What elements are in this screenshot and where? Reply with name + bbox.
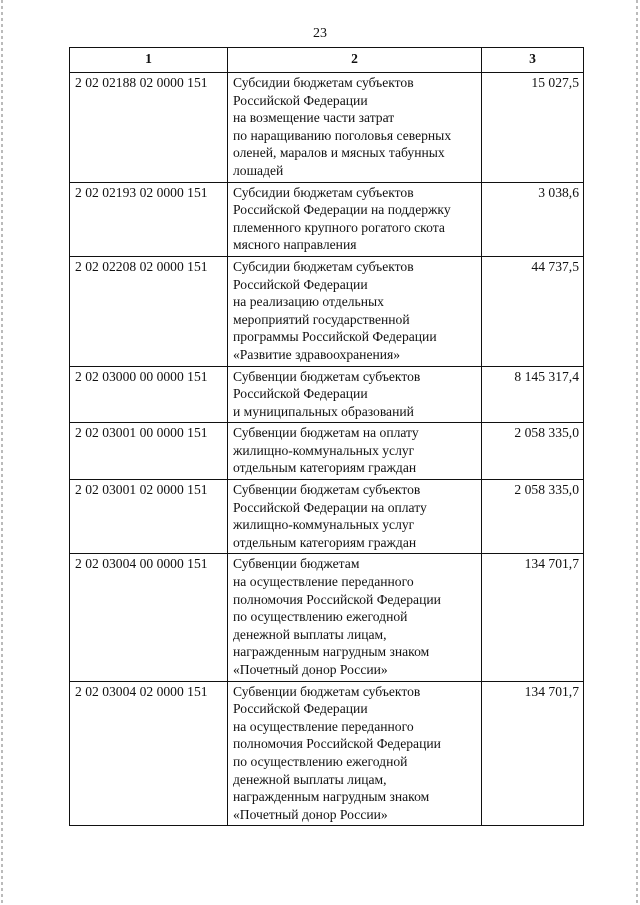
description-line: «Почетный донор России» — [233, 662, 388, 677]
description-line: Российской Федерации — [233, 276, 368, 292]
description-line: на реализацию отдельных — [233, 294, 384, 310]
amount-cell: 134 701,7 — [482, 554, 584, 681]
column-header-1: 1 — [70, 48, 228, 73]
column-header-3: 3 — [482, 48, 584, 73]
description-line: программы Российской Федерации — [233, 329, 437, 345]
description-line: на осуществление переданного — [233, 718, 414, 734]
column-header-2: 2 — [228, 48, 482, 73]
amount-cell: 134 701,7 — [482, 681, 584, 826]
description-line: награжденным нагрудным знаком — [233, 789, 430, 805]
description-line: Субвенции бюджетам субъектов — [233, 683, 421, 699]
description-line: мясного направления — [233, 237, 357, 253]
description-line: по осуществлению ежегодной — [233, 753, 408, 769]
page-scan-edge-left — [1, 0, 3, 905]
description-line: Субсидии бюджетам субъектов — [233, 75, 414, 90]
table-row — [70, 182, 584, 256]
description-line: по наращиванию поголовья северных — [233, 127, 452, 143]
description-line: Субсидии бюджетам субъектов — [233, 184, 414, 200]
budget-code-cell: 2 02 02193 02 0000 151 — [70, 182, 228, 256]
description-cell — [228, 366, 482, 423]
amount-cell: 2 058 335,0 — [482, 423, 584, 480]
description-line: «Развитие здравоохранения» — [233, 346, 401, 362]
table-header-row — [70, 48, 584, 73]
description-line: награжденным нагрудным знаком — [233, 644, 430, 660]
description-line: Российской Федерации — [233, 386, 368, 402]
description-line: Субсидии бюджетам субъектов — [233, 258, 414, 274]
description-line: денежной выплаты лицам, — [233, 626, 387, 642]
description-line: племенного крупного рогатого скота — [233, 219, 445, 235]
table-row — [70, 366, 584, 423]
amount-cell: 2 058 335,0 — [482, 480, 584, 554]
budget-code-cell: 2 02 03001 02 0000 151 — [70, 480, 228, 554]
amount-cell: 15 027,5 — [482, 73, 584, 183]
description-line: полномочия Российской Федерации — [233, 736, 441, 752]
budget-table — [69, 47, 584, 826]
amount-cell: 8 145 317,4 — [482, 366, 584, 423]
page-number: 23 — [313, 26, 327, 41]
budget-code-cell: 2 02 03004 02 0000 151 — [70, 681, 228, 826]
description-line: отдельным категориям граждан — [233, 534, 417, 550]
description-line: оленей, маралов и мясных табунных — [233, 145, 445, 161]
description-cell — [228, 554, 482, 681]
description-cell — [228, 182, 482, 256]
description-line: жилищно-коммунальных услуг — [233, 517, 415, 533]
description-line: Субвенции бюджетам субъектов — [233, 368, 421, 384]
description-line: Российской Федерации на оплату — [233, 499, 427, 515]
budget-code-cell: 2 02 02208 02 0000 151 — [70, 256, 228, 366]
description-line: Российской Федерации на поддержку — [233, 202, 451, 218]
description-line: мероприятий государственной — [233, 311, 410, 327]
description-line: Субвенции бюджетам на оплату — [233, 425, 419, 441]
description-line: Российской Федерации — [233, 701, 368, 717]
description-cell — [228, 256, 482, 366]
description-cell — [228, 423, 482, 480]
description-line: Российской Федерации — [233, 92, 368, 108]
description-line: Субвенции бюджетам — [233, 556, 360, 572]
description-line: денежной выплаты лицам, — [233, 771, 387, 787]
description-line: лошадей — [233, 162, 284, 178]
table-row — [70, 554, 584, 681]
description-line: на возмещение части затрат — [233, 110, 395, 126]
description-line: отдельным категориям граждан — [233, 460, 417, 476]
budget-code-cell: 2 02 03000 00 0000 151 — [70, 366, 228, 423]
budget-code-cell: 2 02 02188 02 0000 151 — [70, 73, 228, 183]
description-line: Субвенции бюджетам субъектов — [233, 482, 421, 498]
description-line: «Почетный донор России» — [233, 806, 388, 822]
description-line: и муниципальных образований — [233, 403, 414, 419]
budget-code-cell: 2 02 03004 00 0000 151 — [70, 554, 228, 681]
amount-cell: 44 737,5 — [482, 256, 584, 366]
description-line: жилищно-коммунальных услуг — [233, 442, 415, 458]
page-scan-edge-right — [636, 0, 638, 905]
description-line: на осуществление переданного — [233, 574, 414, 590]
description-line: полномочия Российской Федерации — [233, 591, 441, 607]
table-row — [70, 73, 584, 183]
table-body — [70, 73, 584, 826]
table-row — [70, 423, 584, 480]
amount-cell: 3 038,6 — [482, 182, 584, 256]
description-cell — [228, 681, 482, 826]
budget-code-cell: 2 02 03001 00 0000 151 — [70, 423, 228, 480]
table-row — [70, 480, 584, 554]
description-cell — [228, 73, 482, 183]
table-row — [70, 681, 584, 826]
description-line: по осуществлению ежегодной — [233, 609, 408, 625]
description-cell — [228, 480, 482, 554]
table-row — [70, 256, 584, 366]
